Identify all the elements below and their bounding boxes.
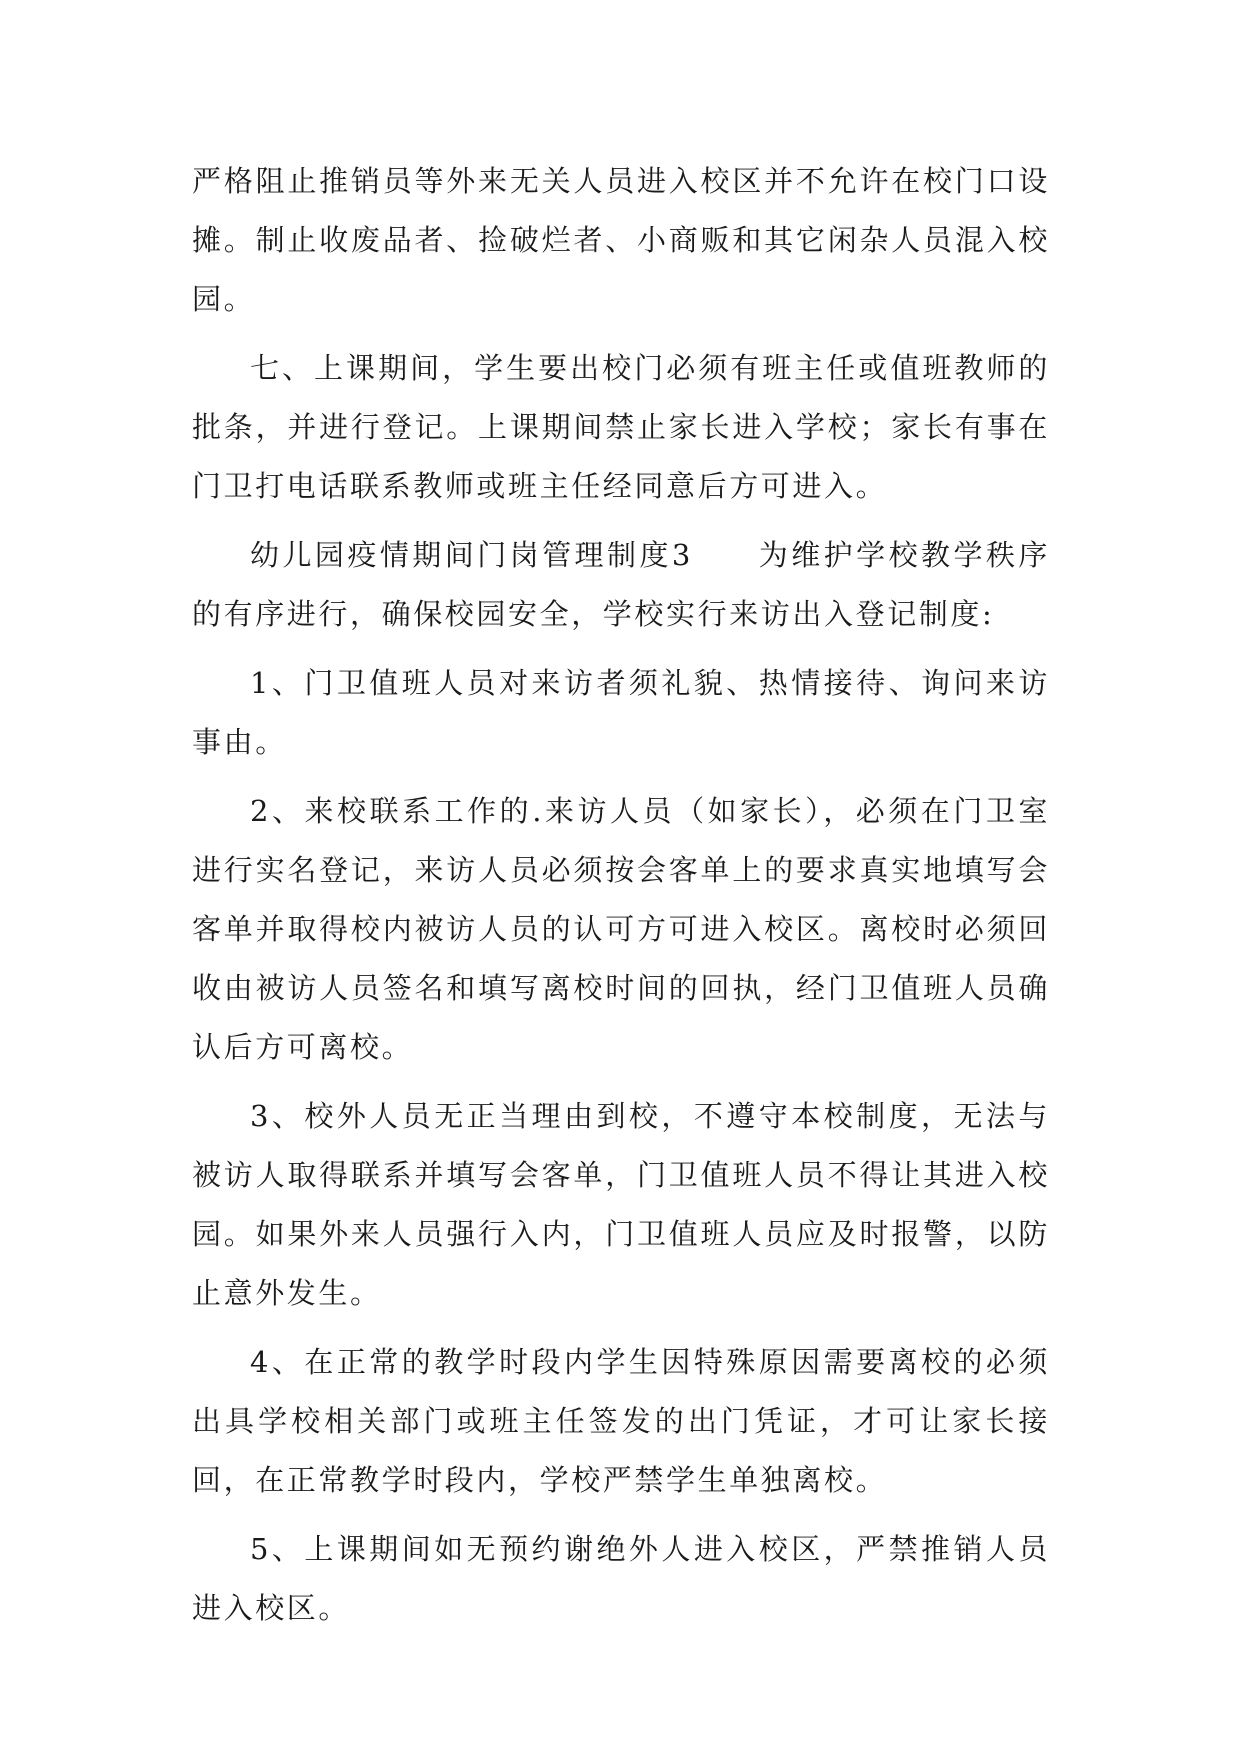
document-body [192, 152, 1050, 1648]
paragraph-item-1: 1、门卫值班人员对来访者须礼貌、热情接待、询问来访事由。 [192, 666, 1050, 759]
paragraph-continuation: 严格阻止推销员等外来无关人员进入校区并不允许在校门口设摊。制止收废品者、捡破烂者、小商贩和其它闲杂人员混入校园。 [192, 164, 1050, 316]
paragraph-section-3-intro: 幼儿园疫情期间门岗管理制度3 为维护学校教学秩序的有序进行，确保校园安全，学校实行来访出入登记制度: [192, 538, 1050, 631]
paragraph-item-3: 3、校外人员无正当理由到校，不遵守本校制度，无法与被访人取得联系并填写会客单，门卫值班人员不得让其进入校园。如果外来人员强行入内，门卫值班人员应及时报警，以防止意外发生。 [192, 1099, 1050, 1310]
paragraph-item-5: 5、上课期间如无预约谢绝外人进入校区，严禁推销人员进入校区。 [192, 1532, 1050, 1625]
paragraph-item-4: 4、在正常的教学时段内学生因特殊原因需要离校的必须出具学校相关部门或班主任签发的出门凭证，才可让家长接回，在正常教学时段内，学校严禁学生单独离校。 [192, 1345, 1050, 1497]
paragraph-item-2: 2、来校联系工作的.来访人员（如家长），必须在门卫室进行实名登记，来访人员必须按会客单上的要求真实地填写会客单并取得校内被访人员的认可方可进入校区。离校时必须回收由被访人员签名和填写离校时间的回执，经门卫值班人员确认后方可离校。 [192, 794, 1050, 1064]
paragraph-rule-7: 七、上课期间，学生要出校门必须有班主任或值班教师的批条，并进行登记。上课期间禁止家长进入学校；家长有事在门卫打电话联系教师或班主任经同意后方可进入。 [192, 351, 1050, 503]
